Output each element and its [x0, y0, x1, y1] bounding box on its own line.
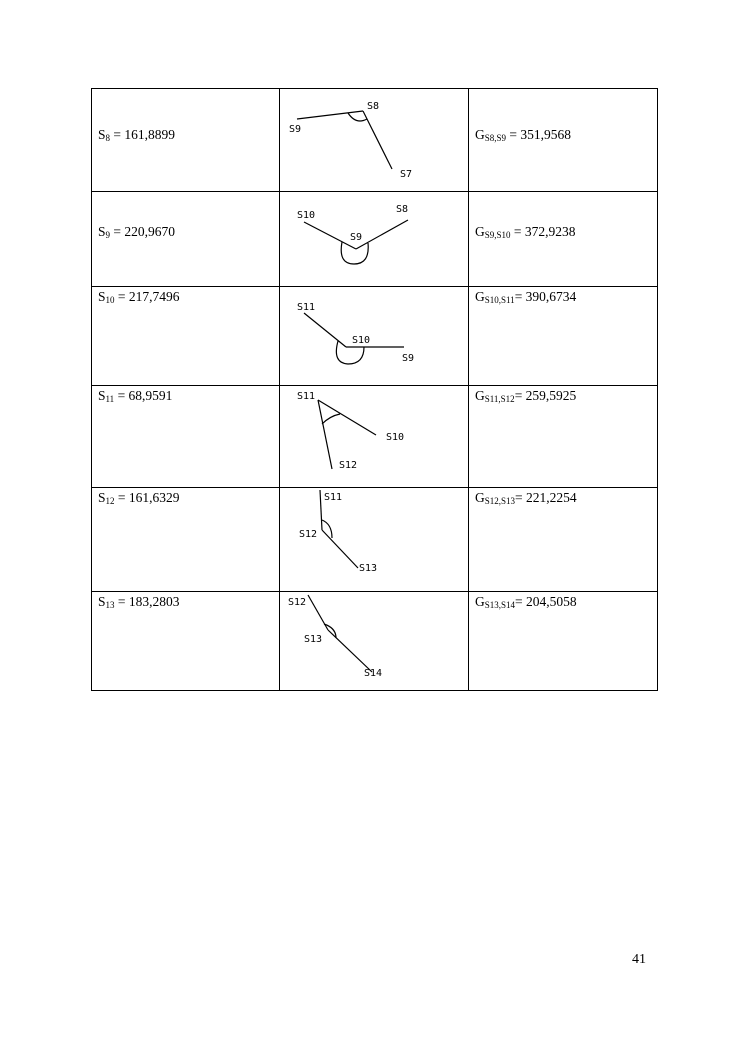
figure-line [318, 400, 376, 435]
gradient-value: = 259,5925 [514, 388, 577, 403]
figure-line [356, 220, 408, 249]
station-cell [92, 386, 280, 488]
figure-line [328, 630, 372, 672]
figure-label: S7 [400, 169, 413, 180]
gradient-name: G [475, 224, 485, 239]
gradient-cell [469, 192, 658, 287]
gradient-value: = 390,6734 [514, 289, 577, 304]
figure-label: S10 [386, 432, 405, 443]
station-value: = 161,6329 [117, 490, 180, 505]
figure-label: S11 [297, 302, 316, 313]
figure-label: S11 [324, 492, 343, 503]
gradient-sub: S13,S14 [484, 600, 516, 610]
figure-line [304, 313, 346, 347]
figure-line [297, 111, 363, 119]
angle-figure-cell [280, 488, 469, 592]
station-name: S [98, 127, 106, 142]
angle-figure-cell [280, 386, 469, 488]
station-cell [92, 592, 280, 691]
table-row [92, 386, 658, 488]
figure-label: S9 [289, 124, 302, 135]
gradient-cell [469, 386, 658, 488]
figure-label: S13 [359, 563, 378, 574]
figure-line [320, 490, 322, 530]
station-value: = 161,8899 [113, 127, 176, 142]
gradient-name: G [475, 289, 485, 304]
page-number: 41 [632, 952, 646, 967]
angle-figure [280, 592, 468, 686]
angle-figure-cell [280, 287, 469, 386]
gradient-name: G [475, 388, 485, 403]
figure-label: S9 [350, 232, 363, 243]
angle-figure-cell [280, 592, 469, 691]
figure-label: S13 [304, 634, 323, 645]
gradient-cell [469, 592, 658, 691]
figure-label: S14 [364, 668, 383, 679]
figure-label: S8 [396, 204, 409, 215]
gradient-cell [469, 287, 658, 386]
station-sub: 11 [105, 394, 115, 404]
figure-label: S12 [288, 597, 307, 608]
figure-label: S12 [299, 529, 318, 540]
table-row [92, 488, 658, 592]
angle-arc [341, 242, 368, 264]
gradient-sub: S11,S12 [484, 394, 515, 404]
figure-line [322, 530, 358, 568]
station-value: = 217,7496 [117, 289, 180, 304]
station-value: = 68,9591 [117, 388, 173, 403]
table-row [92, 89, 658, 192]
station-sub: 9 [105, 230, 111, 240]
figure-label: S8 [367, 101, 380, 112]
table-row [92, 592, 658, 691]
gradient-sub: S10,S11 [484, 295, 515, 305]
gradient-name: G [475, 490, 485, 505]
station-name: S [98, 289, 106, 304]
station-name: S [98, 490, 106, 505]
station-cell [92, 287, 280, 386]
station-name: S [98, 594, 106, 609]
stations-table [91, 88, 658, 691]
figure-label: S12 [339, 460, 358, 471]
gradient-sub: S9,S10 [484, 230, 511, 240]
angle-figure-cell [280, 192, 469, 287]
station-name: S [98, 388, 106, 403]
station-cell [92, 89, 280, 192]
figure-label: S10 [297, 210, 316, 221]
angle-figure [280, 386, 468, 483]
table-row [92, 192, 658, 287]
figure-label: S9 [402, 353, 415, 364]
angle-figure-cell [280, 89, 469, 192]
station-cell [92, 488, 280, 592]
gradient-value: = 372,9238 [510, 224, 576, 239]
figure-label: S11 [297, 391, 316, 402]
station-sub: 10 [105, 295, 115, 305]
station-name: S [98, 224, 106, 239]
gradient-value: = 204,5058 [515, 594, 577, 609]
station-sub: 12 [105, 496, 115, 506]
gradient-cell [469, 488, 658, 592]
gradient-sub: S8,S9 [484, 133, 507, 143]
angle-figure [280, 192, 468, 282]
figure-line [304, 222, 356, 249]
gradient-cell [469, 89, 658, 192]
angle-figure [280, 287, 468, 381]
station-cell [92, 192, 280, 287]
angle-figure [280, 488, 468, 587]
station-sub: 8 [105, 133, 111, 143]
gradient-name: G [475, 127, 485, 142]
table-row [92, 287, 658, 386]
gradient-value: = 221,2254 [515, 490, 577, 505]
figure-label: S10 [352, 335, 371, 346]
station-value: = 220,9670 [113, 224, 176, 239]
figure-line [318, 400, 332, 469]
figure-line [363, 111, 392, 169]
station-value: = 183,2803 [117, 594, 180, 609]
gradient-name: G [475, 594, 485, 609]
angle-arc [322, 414, 340, 424]
station-sub: 13 [105, 600, 115, 610]
gradient-value: = 351,9568 [506, 127, 572, 142]
gradient-sub: S12,S13 [484, 496, 516, 506]
angle-figure [280, 89, 468, 187]
